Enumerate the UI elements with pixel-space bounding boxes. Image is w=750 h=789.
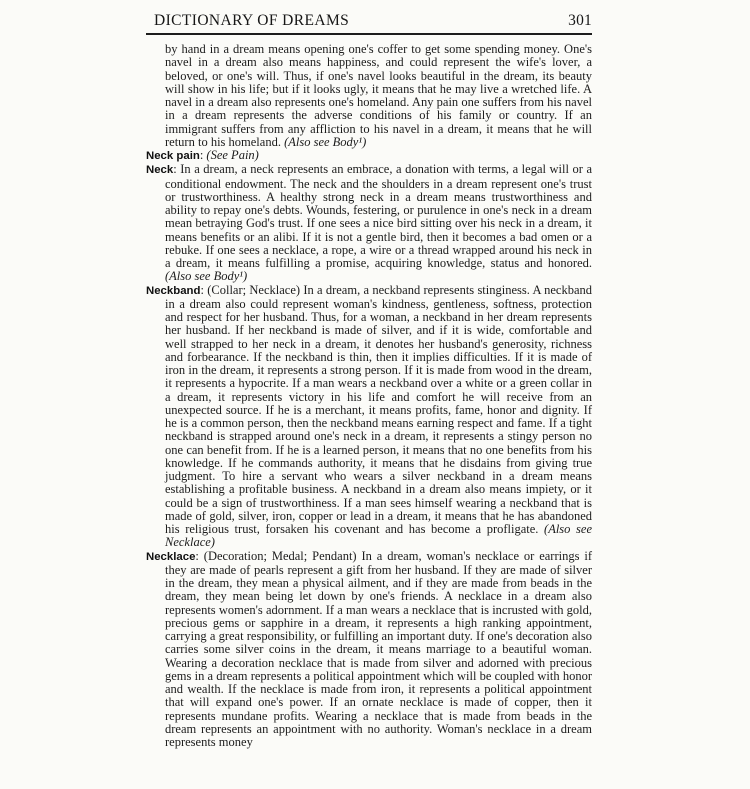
entry-colon: : — [173, 162, 177, 177]
entry-body: (Collar; Necklace) In a dream, a neckband represents stinginess. A neckband in a dream also could represent woman's kindness, gentleness, softness, protection and respect for her husband. Thus, for a woman, a neckband in her dream represents her husband. If her neckband is made of silver, and if it is wide, comfortable and well strapped to her neck in a dream, it denotes her husband's generosity, richness and forbearance. If the neckband is thin, then it implies difficulties. If it is made of iron in the dream, it represents a strong person. If it is made from wood in the dream, it represents a hypocrite. If a man wears a neckband over a white or a green collar in a dream, it represents victory in his life and comfort he will receive from an unexpected source. If he is a merchant, it means profits, fame, honor and dignity. If he is a common person, then the neckband means earning respect and fame. If a tight neckband is strapped around one's neck in a dream, it represents a stingy person no one can benefit from. If he is a learned person, it means that no one benefits from his knowledge. If he commands authority, it means that he disdains from giving true judgment. To hire a servant who wears a silver neckband in a dream means establishing a profitable business. A neckband in a dream also means impiety, or it could be a sign of trustworthiness. If a man sees himself wearing a neckband that is made of gold, silver, iron, copper or lead in a dream, it means that he has abandoned his religious trust, forsaken his covenant and has become a profligate. — [165, 282, 592, 536]
entry-colon: : — [195, 548, 199, 563]
header-rule — [146, 33, 592, 35]
entry-see-also-note: (Also see Body¹) — [280, 134, 367, 149]
entry-colon: : — [199, 148, 204, 162]
entry-see-also-note: (Also see Necklace) — [165, 522, 592, 550]
entry-body: In a dream, a neck represents an embrace, a donation with terms, a legal will or a conditional endowment. The neck and the shoulders in a dream represent one's trust or trustworthiness. A healthy strong neck in a dream means trustworthiness and ability to repay one's debts. Wounds, festering, or purulence in one's neck in a dream mean betraying God's trust. If one sees a nice bird sitting over his neck in a dream, it means benefits or an alibi. If it is not a gentle bird, then it becomes a bad omen or a rebuke. If one sees a necklace, a rope, a wire or a thread wrapped around his neck in a dream, it means fulfilling a promise, acquiring knowledge, status and honored. — [165, 162, 592, 270]
dictionary-entry — [146, 284, 592, 550]
book-page — [146, 12, 592, 749]
dictionary-entry — [146, 550, 592, 750]
entry-colon: : — [200, 282, 204, 297]
dictionary-entry — [146, 163, 592, 283]
entry-headword: Neck — [146, 164, 174, 177]
dictionary-entry — [146, 43, 592, 149]
entry-body: by hand in a dream means opening one's coffer to get some spending money. One's navel in a dream also means happiness, and could represent the wife's lover, a beloved, or one's will. Thus, if one's navel looks beautiful in the dream, its beauty will show in his life; but if it looks ugly, it means that he may live a wretched life. A navel in a dream also represents one's homeland. Any pain one suffers from his navel in a dream represents the adverse conditions of his family or country. If an immigrant suffers from any affliction to his navel in a dream, it means that he will return to his homeland. — [165, 42, 592, 149]
entry-see-also-note: (Also see Body¹) — [165, 269, 248, 284]
page-header — [146, 12, 592, 29]
entry-body: (Decoration; Medal; Pendant) In a dream, woman's necklace or earrings if they are made of pearls represent a gift from her husband. If they are made of silver in the dream, they mean a physical ailment, and if they are made from beads in the dream, they mean being let down by one's friends. A necklace in a dream also represents women's adornment. If a man wears a necklace that is incrusted with gold, precious gems or sapphire in a dream, it represents a high ranking appointment, carrying a great responsibility, or fulfilling an important duty. If one's decoration also carries some silver coins in the dream, it means marriage to a beautiful woman. Wearing a decoration necklace that is made from silver and adorned with precious gems in a dream represents a political appointment which will be coupled with honor and wealth. If the necklace is made from iron, it represents a political appointment that will expand one's power. If an ornate necklace is made of copper, then it represents mundane profits. Wearing a necklace that is made from beads in the dream represents an appointment with no authority. Woman's necklace in a dream represents money — [165, 548, 592, 749]
entry-headword: Neckband — [146, 284, 201, 297]
entry-see-also-note: (See Pain) — [203, 148, 259, 162]
entry-headword: Necklace — [146, 550, 196, 563]
dictionary-entry — [146, 149, 592, 163]
page-number: 301 — [568, 12, 592, 29]
running-title: DICTIONARY OF DREAMS — [154, 12, 350, 29]
entries-container — [146, 43, 592, 749]
entry-headword: Neck pain — [146, 150, 200, 162]
